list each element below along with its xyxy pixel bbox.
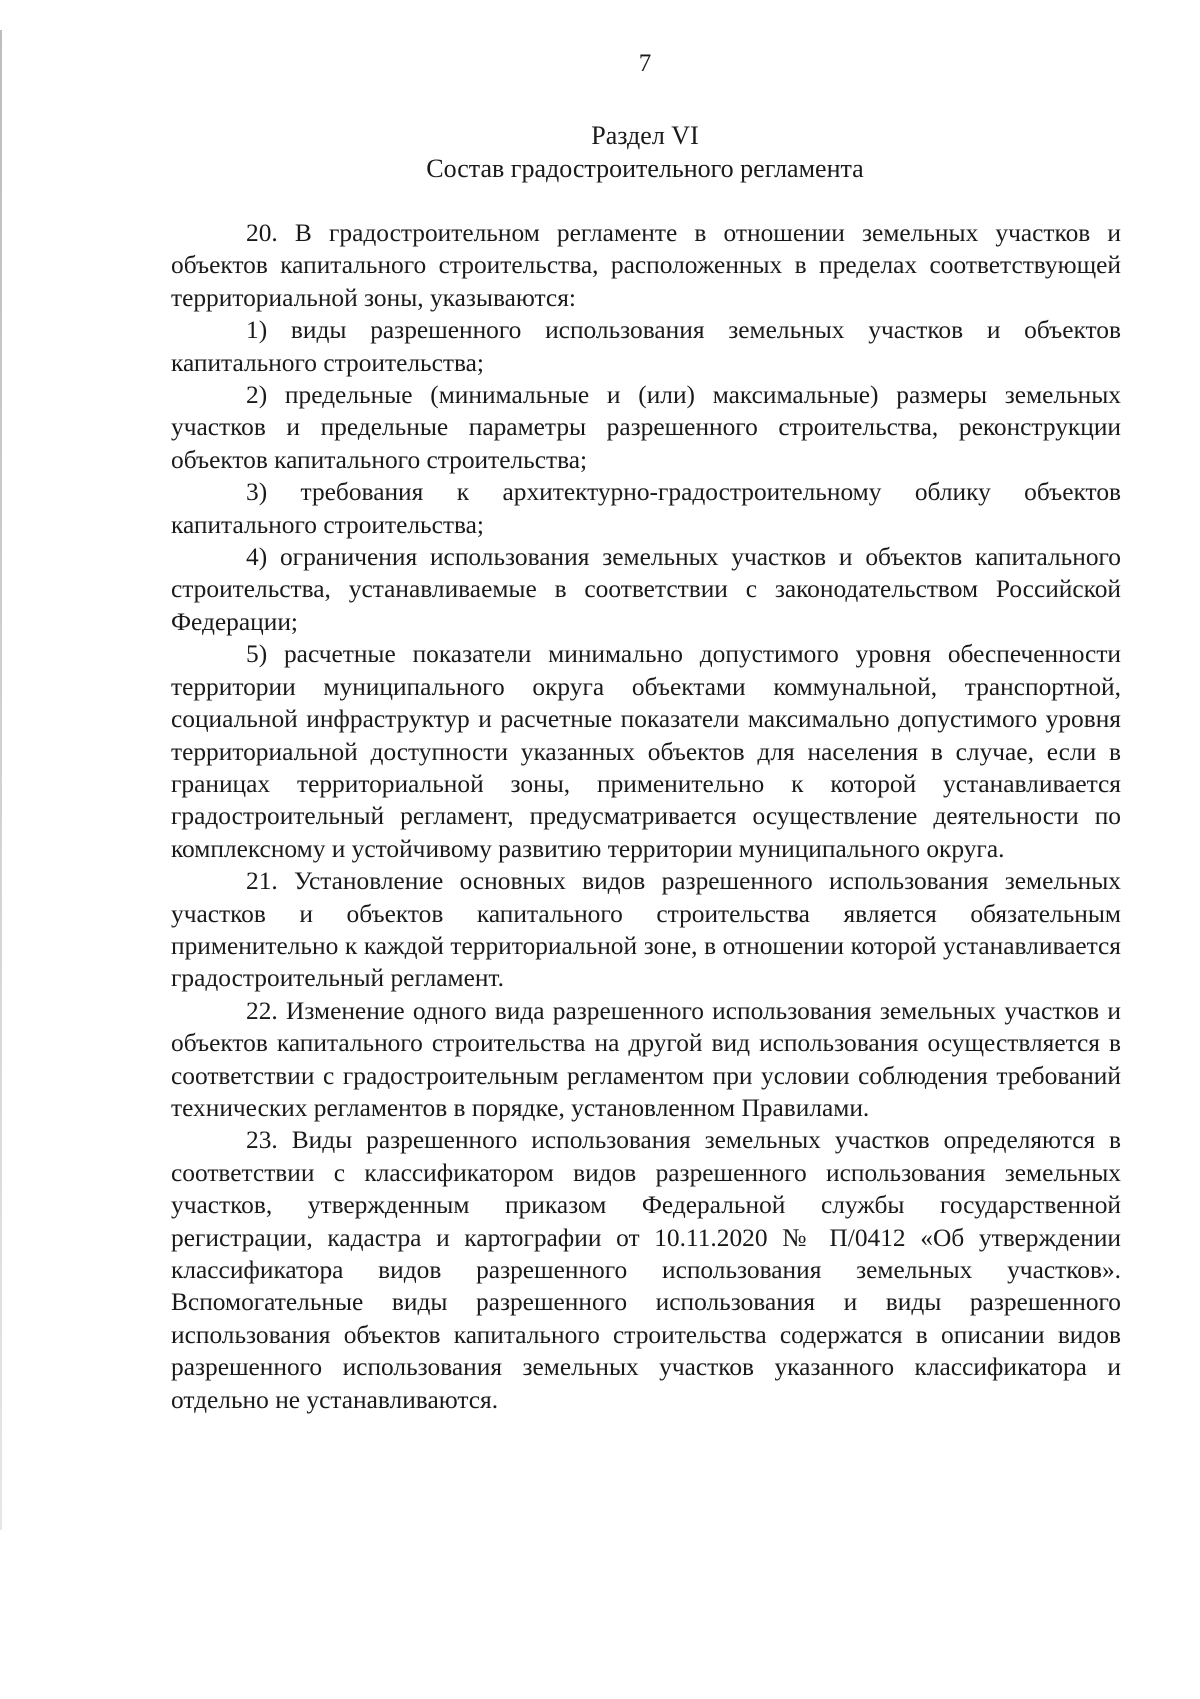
list-item-2: 2) предельные (минимальные и (или) максимальные) размеры земельных участков и предельные параметры разрешенного строительства, реконструкции объектов капитального строительства; <box>171 381 1121 474</box>
paragraph-23: 23. Виды разрешенного использования земельных участков определяются в соответствии с классификатором видов разрешенного использования земельных участков, утвержденным приказом Федеральной службы государственной регистрации, кадастра и картографии от 10.11.2020 № П/0412 «Об утверждении классификатора видов разрешенного использования земельных участков». Вспомогательные виды разрешенного использования и виды разрешенного использования объектов капитального строительства содержатся в описании видов разрешенного использования земельных участков указанного классификатора и отдельно не устанавливаются. <box>171 1126 1121 1414</box>
section-heading <box>0 119 1200 185</box>
page-number: 7 <box>638 50 652 77</box>
list-item-5: 5) расчетные показатели минимально допустимого уровня обеспеченности территории муниципального округа объектами коммунальной, транспортной, социальной инфраструктур и расчетные показатели максимально допустимого уровня территориальной доступности указанных объектов для населения в случае, если в границах территориальной зоны, применительно к которой устанавливается градостроительный регламент, предусматривается осуществление деятельности по комплексному и устойчивому развитию территории муниципального округа. <box>171 640 1121 863</box>
paragraph-22: 22. Изменение одного вида разрешенного использования земельных участков и объектов капитального строительства на другой вид использования осуществляется в соответствии с градостроительным регламентом при условии соблюдения требований технических регламентов в порядке, установленном Правилами. <box>171 996 1121 1122</box>
document-body <box>171 217 1121 1416</box>
list-item-3: 3) требования к архитектурно-градостроительному облику объектов капитального строительства; <box>171 478 1121 539</box>
scan-edge <box>0 30 2 1530</box>
list-item-4: 4) ограничения использования земельных участков и объектов капитального строительства, устанавливаемые в соответствии с законодательством Российской Федерации; <box>171 543 1121 636</box>
paragraph-21: 21. Установление основных видов разрешенного использования земельных участков и объектов капитального строительства является обязательным применительно к каждой территориальной зоне, в отношении которой устанавливается градостроительный регламент. <box>171 867 1121 993</box>
paragraph-20: 20. В градостроительном регламенте в отношении земельных участков и объектов капитального строительства, расположенных в пределах соответствующей территориальной зоны, указываются: <box>171 219 1121 312</box>
list-item-1: 1) виды разрешенного использования земельных участков и объектов капитального строительства; <box>171 316 1121 377</box>
section-label: Раздел VI <box>591 121 699 150</box>
section-title: Состав градостроительного регламента <box>426 154 864 183</box>
